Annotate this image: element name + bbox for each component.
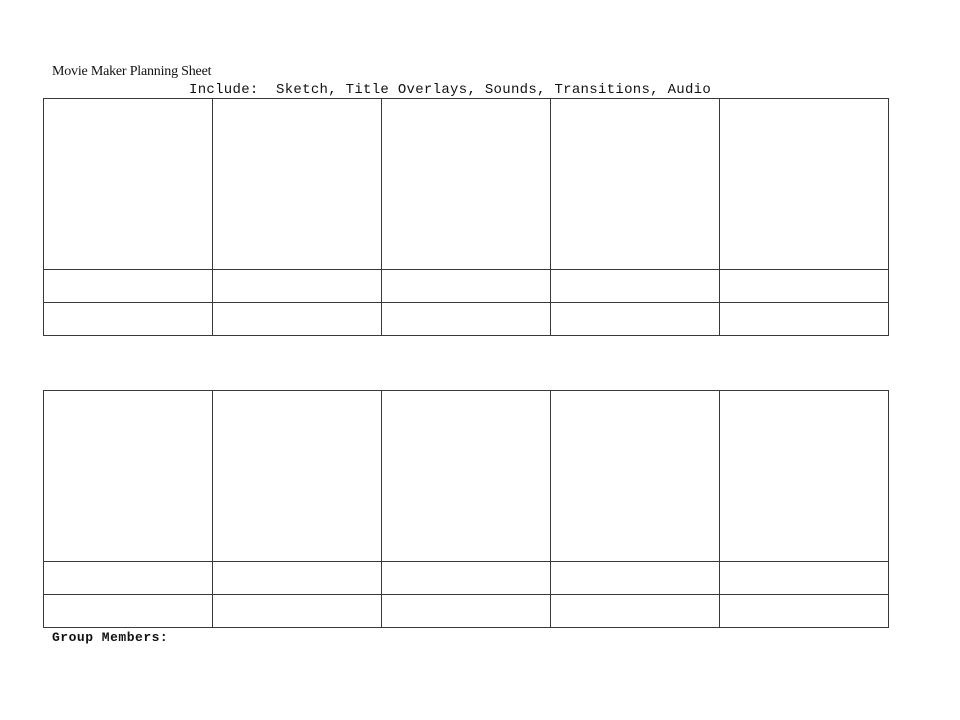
notes-cell[interactable] [720, 562, 889, 595]
sketch-frame-3[interactable] [382, 99, 551, 270]
notes-cell[interactable] [213, 595, 382, 628]
notes-cell[interactable] [720, 303, 889, 336]
notes-cell[interactable] [213, 562, 382, 595]
notes-cell[interactable] [382, 270, 551, 303]
notes-cell[interactable] [551, 595, 720, 628]
sketch-frame-4[interactable] [551, 99, 720, 270]
sketch-frame-5[interactable] [720, 99, 889, 270]
sketch-frame-1[interactable] [44, 99, 213, 270]
sheet-title: Movie Maker Planning Sheet [52, 64, 212, 79]
sketch-row [44, 391, 889, 562]
notes-cell[interactable] [44, 595, 213, 628]
notes-cell[interactable] [551, 270, 720, 303]
notes-cell[interactable] [720, 270, 889, 303]
notes-cell[interactable] [213, 270, 382, 303]
notes-row-1 [44, 562, 889, 595]
storyboard-grid-1 [43, 98, 889, 336]
sketch-row [44, 99, 889, 270]
notes-cell[interactable] [551, 562, 720, 595]
sketch-frame-8[interactable] [382, 391, 551, 562]
sketch-frame-10[interactable] [720, 391, 889, 562]
notes-cell[interactable] [213, 303, 382, 336]
notes-cell[interactable] [551, 303, 720, 336]
notes-cell[interactable] [44, 270, 213, 303]
sketch-frame-7[interactable] [213, 391, 382, 562]
notes-cell[interactable] [44, 562, 213, 595]
notes-row-1 [44, 270, 889, 303]
notes-cell[interactable] [382, 303, 551, 336]
storyboard-grid-2 [43, 390, 889, 628]
include-instructions: Include: Sketch, Title Overlays, Sounds, Transitions, Audio [189, 82, 712, 98]
notes-row-2 [44, 595, 889, 628]
notes-row-2 [44, 303, 889, 336]
sketch-frame-9[interactable] [551, 391, 720, 562]
notes-cell[interactable] [44, 303, 213, 336]
sketch-frame-2[interactable] [213, 99, 382, 270]
group-members-label: Group Members: [52, 630, 169, 645]
notes-cell[interactable] [382, 595, 551, 628]
sketch-frame-6[interactable] [44, 391, 213, 562]
notes-cell[interactable] [720, 595, 889, 628]
notes-cell[interactable] [382, 562, 551, 595]
